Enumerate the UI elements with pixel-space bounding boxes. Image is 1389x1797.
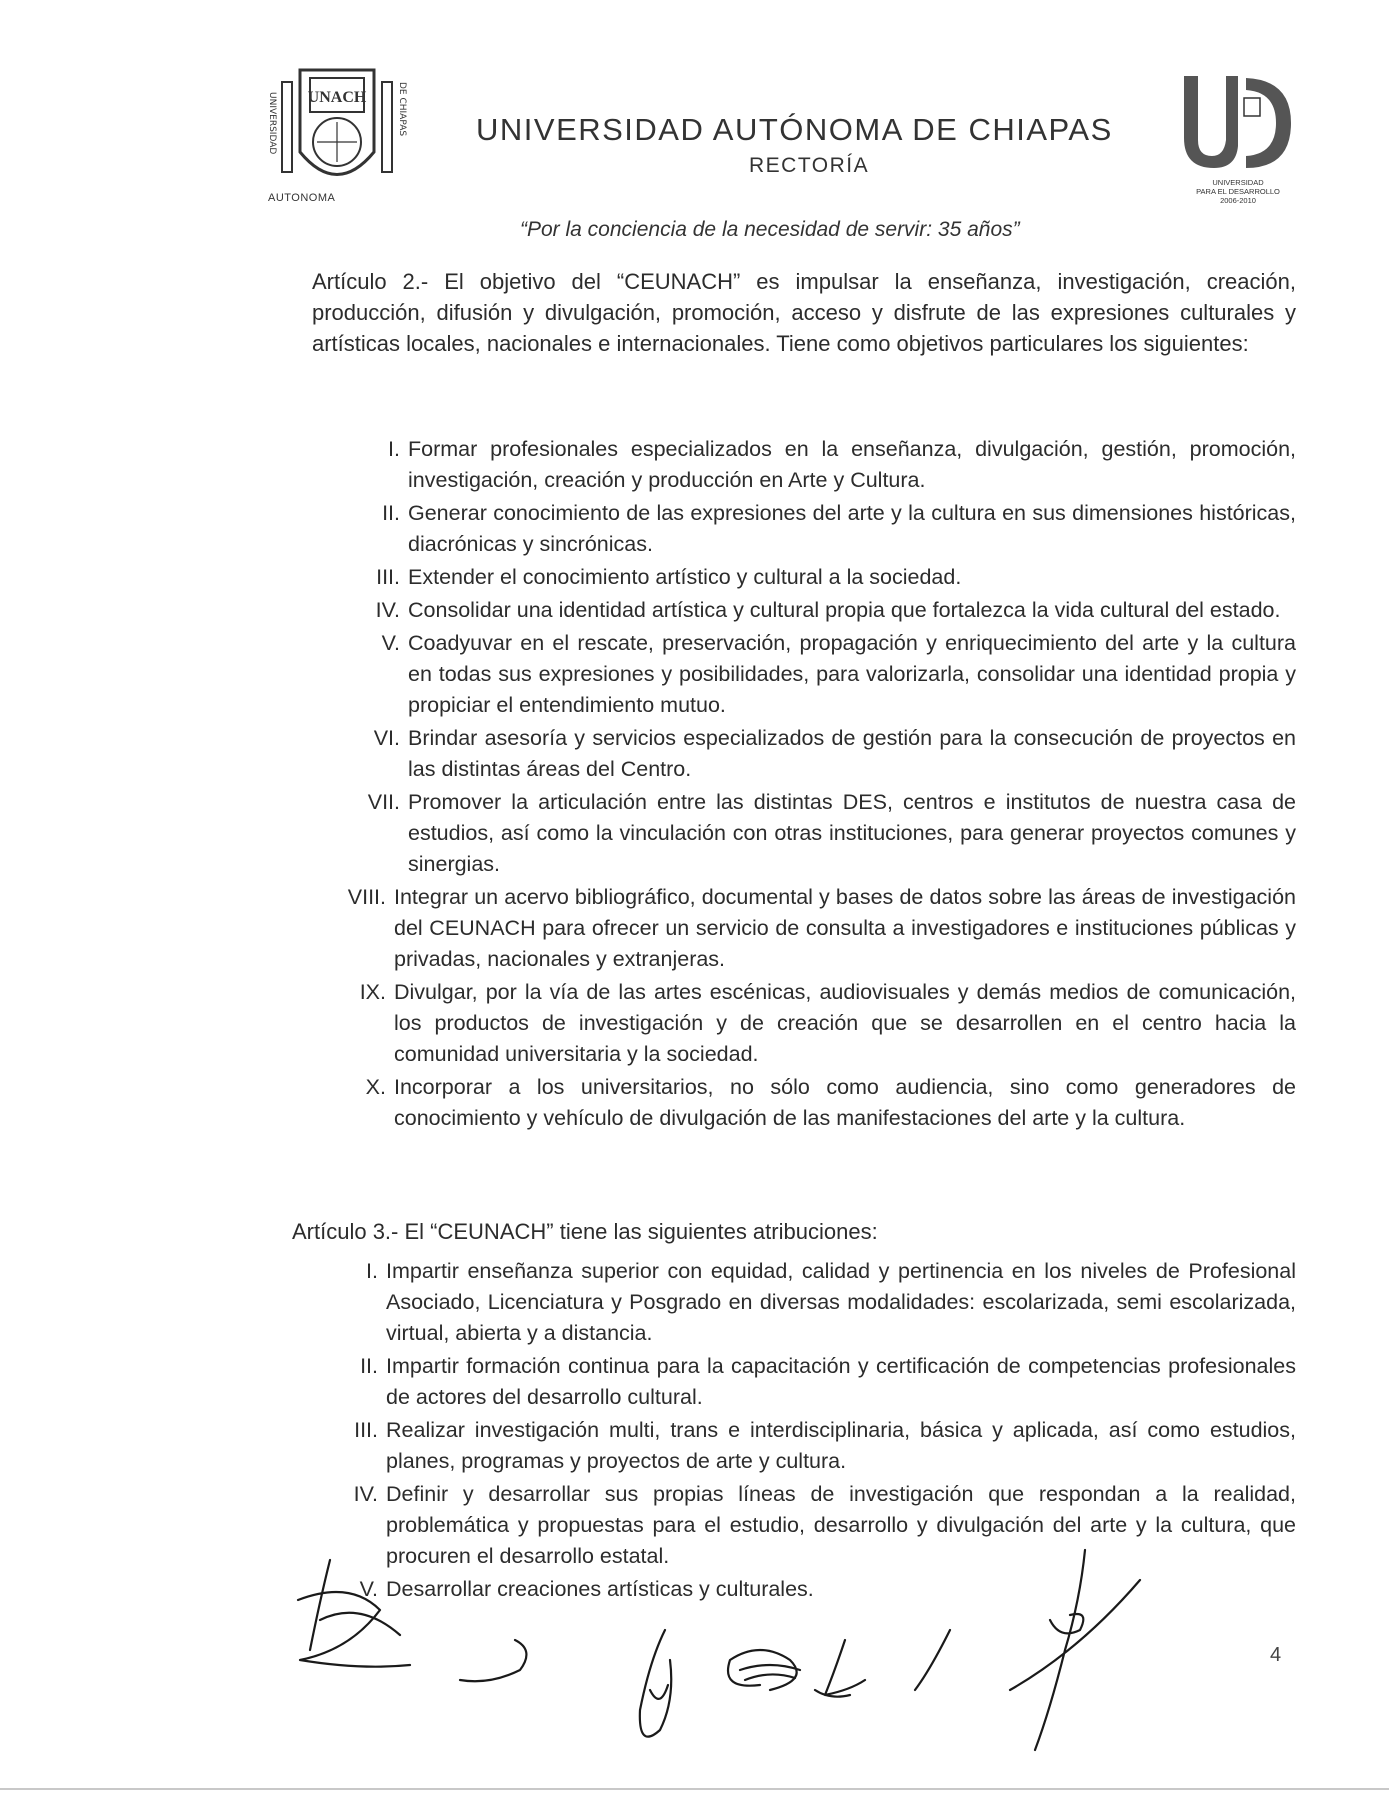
list-item: [376, 562, 1296, 593]
list-item-text: Definir y desarrollar sus propias líneas de investigación que respondan a la realidad, problemática y propuestas para el estudio, desarrollo y divulgación del arte y la cultura, que procuren el desarrollo estatal.: [386, 1482, 1296, 1568]
list-item-number: IX.: [359, 980, 386, 1004]
list-item-text: Impartir enseñanza superior con equidad, calidad y pertinencia en los niveles de Profesional Asociado, Licenciatura y Posgrado en diversas modalidades: escolarizada, semi escolarizada, virtual, abierta y a distancia.: [386, 1259, 1296, 1345]
signature-6: [915, 1630, 950, 1690]
list-item-number: V.: [359, 1577, 378, 1601]
list-item-text: Coadyuvar en el rescate, preservación, propagación y enriquecimiento del arte y la cultura en todas sus expresiones y posibilidades, para valorizarla, consolidar una identidad propia y propiciar el entendimiento mutuo.: [408, 631, 1296, 717]
list-item-number: I.: [388, 437, 400, 461]
svg-text:UNACH: UNACH: [307, 89, 367, 106]
list-item-number: IV.: [375, 598, 400, 622]
university-seal-logo: [262, 62, 412, 202]
list-item-text: Incorporar a los universitarios, no sólo como audiencia, sino como generadores de conocimiento y vehículo de divulgación de las manifestaciones del arte y la cultura.: [394, 1075, 1296, 1130]
list-item-number: III.: [376, 565, 400, 589]
list-item-text: Formar profesionales especializados en la enseñanza, divulgación, gestión, promoción, investigación, creación y producción en Arte y Cultura.: [408, 437, 1296, 492]
list-item-number: VII.: [367, 790, 400, 814]
seal-caption: AUTONOMA: [268, 192, 336, 204]
list-item-text: Realizar investigación multi, trans e interdisciplinaria, básica y aplicada, así como estudios, planes, programas y proyectos de arte y cultura.: [386, 1418, 1296, 1473]
article-3-heading: Artículo 3.- El “CEUNACH” tiene las siguientes atribuciones:: [292, 1219, 878, 1244]
signature-4: [728, 1650, 800, 1690]
svg-text:UNIVERSIDAD: UNIVERSIDAD: [267, 92, 277, 155]
university-title: UNIVERSIDAD AUTÓNOMA DE CHIAPAS: [476, 112, 1113, 147]
article-2-paragraph: Artículo 2.- El objetivo del “CEUNACH” es impulsar la enseñanza, investigación, creación, producción, difusión y divulgación, promoción, acceso y disfrute de las expresiones culturales y artísticas locales, nacionales e internacionales. Tiene como objetivos particulares los siguientes:: [312, 269, 1296, 356]
list-item-number: III.: [354, 1418, 378, 1442]
list-item-text: Extender el conocimiento artístico y cultural a la sociedad.: [408, 565, 962, 589]
list-item-number: V.: [381, 631, 400, 655]
list-item: [382, 498, 1296, 560]
logo-caption-line: PARA EL DESARROLLO: [1196, 187, 1280, 196]
scan-edge-line: [0, 1788, 1389, 1790]
list-item-number: VI.: [373, 726, 400, 750]
list-item: [375, 595, 1296, 626]
list-item-number: VIII.: [347, 885, 386, 909]
list-item: [367, 787, 1296, 880]
list-item: [359, 977, 1296, 1070]
development-university-logo: [1166, 68, 1296, 178]
list-item: [366, 1256, 1296, 1349]
svg-text:DE CHIAPAS: DE CHIAPAS: [397, 82, 407, 137]
list-item: [388, 434, 1296, 496]
article-2-list: [347, 434, 1296, 1136]
signature-1: [298, 1560, 410, 1667]
logo-caption-line: 2006-2010: [1220, 196, 1256, 205]
list-item: [360, 1351, 1296, 1413]
signature-7: [1010, 1550, 1140, 1750]
list-item-number: I.: [366, 1259, 378, 1283]
list-item-text: Integrar un acervo bibliográfico, documental y bases de datos sobre las áreas de investigación del CEUNACH para ofrecer un servicio de consulta a investigadores e instituciones públicas y privadas, nacionales y extranjeras.: [394, 885, 1296, 971]
list-item: [365, 1072, 1296, 1134]
list-item-number: II.: [382, 501, 400, 525]
logo-caption-line: UNIVERSIDAD: [1212, 178, 1264, 187]
list-item-text: Brindar asesoría y servicios especializados de gestión para la consecución de proyectos en las distintas áreas del Centro.: [408, 726, 1296, 781]
list-item: [373, 723, 1296, 785]
list-item-text: Impartir formación continua para la capacitación y certificación de competencias profesionales de actores del desarrollo cultural.: [386, 1354, 1296, 1409]
signature-3: [640, 1630, 671, 1737]
list-item-text: Desarrollar creaciones artísticas y culturales.: [386, 1577, 814, 1601]
list-item-number: X.: [365, 1075, 386, 1099]
handwritten-signatures: [290, 1540, 1150, 1760]
list-item-text: Generar conocimiento de las expresiones del arte y la cultura en sus dimensiones históricas, diacrónicas y sincrónicas.: [408, 501, 1296, 556]
signature-5: [815, 1640, 865, 1697]
list-item-text: Consolidar una identidad artística y cultural propia que fortalezca la vida cultural del estado.: [408, 598, 1281, 622]
motto: “Por la conciencia de la necesidad de servir: 35 años”: [520, 218, 1020, 241]
list-item-text: Divulgar, por la vía de las artes escénicas, audiovisuales y demás medios de comunicación, los productos de investigación y de creación que se desarrollen en el centro hacia la comunidad universitaria y la sociedad.: [394, 980, 1296, 1066]
office-subtitle: RECTORÍA: [749, 154, 870, 177]
page-number: 4: [1270, 1644, 1282, 1666]
signature-2: [460, 1640, 526, 1681]
list-item: [381, 628, 1296, 721]
list-item-number: IV.: [353, 1482, 378, 1506]
list-item: [347, 882, 1296, 975]
list-item-number: II.: [360, 1354, 378, 1378]
list-item: [354, 1415, 1296, 1477]
list-item-text: Promover la articulación entre las distintas DES, centros e institutos de nuestra casa de estudios, así como la vinculación con otras instituciones, para generar proyectos comunes y sinergias.: [408, 790, 1296, 876]
logo-caption: [1186, 178, 1290, 205]
